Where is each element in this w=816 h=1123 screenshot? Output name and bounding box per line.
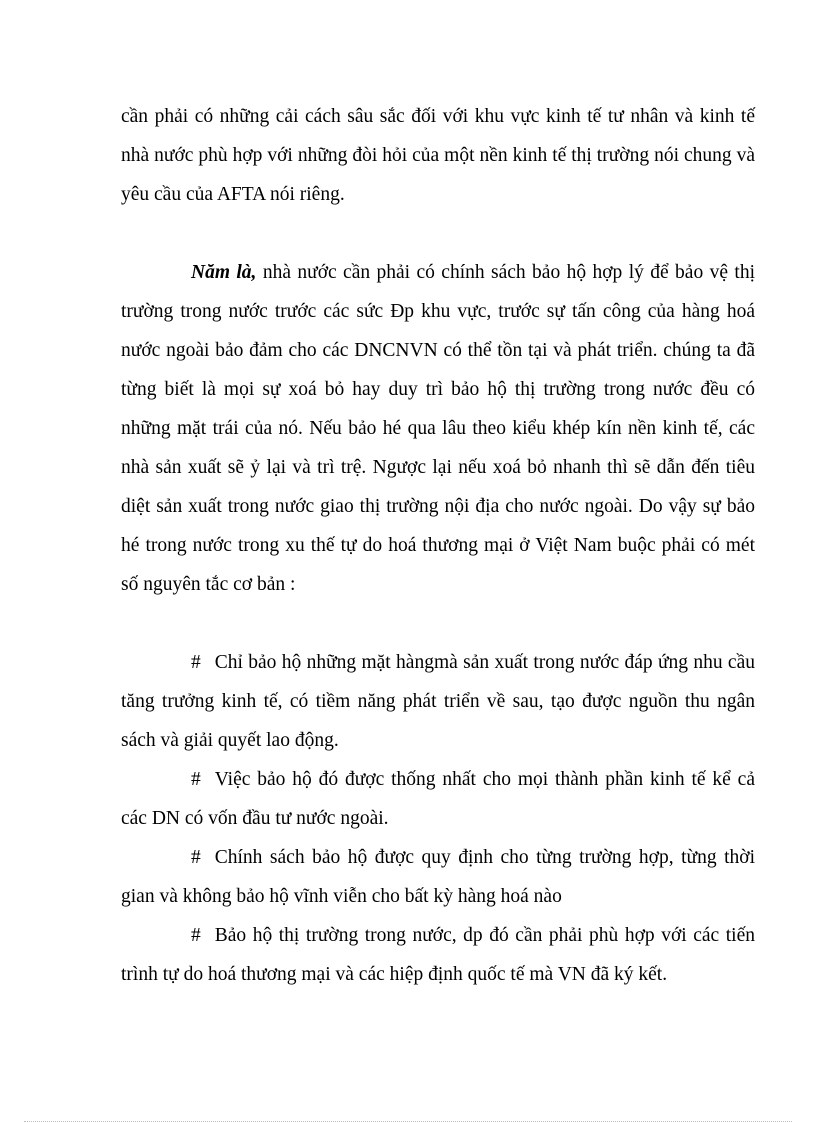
paragraph-text: nhà nước cần phải có chính sách bảo hộ hợp lý để bảo vệ thị trường trong nước trước các sức Ðp khu vực, trước sự tấn công của hàng hoá nước ngoài bảo đảm cho các DNCNVN có thể tồn tại và phát triển. chúng ta đã từng biết là mọi sự xoá bỏ hay duy trì bảo hộ thị trường trong nước đều có những mặt trái của nó. Nếu bảo hé qua lâu theo kiểu khép kín nền kinh tế, các nhà sản xuất sẽ ỷ lại và trì trệ. Ngược lại nếu xoá bỏ nhanh thì sẽ dẫn đến tiêu diệt sản xuất trong nước giao thị trường nội địa cho nước ngoài. Do vậy sự bảo hé trong nước trong xu thế tự do hoá thương mại ở Việt Nam buộc phải có mét số nguyên tắc cơ bản : (121, 262, 755, 595)
paragraph-fifth-point (121, 253, 755, 604)
page-bottom-rule (24, 1121, 792, 1122)
bullet-item (121, 760, 755, 838)
bullet-text: Chính sách bảo hộ được quy định cho từng trường hợp, từng thời gian và không bảo hộ vĩnh viễn cho bất kỳ hàng hoá nào (121, 847, 755, 907)
document-body (121, 97, 755, 994)
bullet-text: Việc bảo hộ đó được thống nhất cho mọi thành phần kinh tế kể cả các DN có vốn đầu tư nước ngoài. (121, 769, 755, 829)
paragraph-intro: cần phải có những cải cách sâu sắc đối với khu vực kinh tế tư nhân và kinh tế nhà nước phù hợp với những đòi hỏi của một nền kinh tế thị trường nói chung và yêu cầu của AFTA nói riêng. (121, 106, 755, 205)
bullet-marker: # (191, 652, 201, 673)
bullet-item (121, 838, 755, 916)
bullet-item (121, 643, 755, 760)
bullet-text: Chỉ bảo hộ những mặt hàngmà sản xuất trong nước đáp ứng nhu cầu tăng trưởng kinh tế, có tiềm năng phát triển về sau, tạo được nguồn thu ngân sách và giải quyết lao động. (121, 652, 755, 751)
bullet-marker: # (191, 847, 201, 868)
paragraph-lead: Năm là, (191, 262, 257, 283)
bullet-text: Bảo hộ thị trường trong nước, dp đó cần phải phù hợp với các tiến trình tự do hoá thương mại và các hiệp định quốc tế mà VN đã ký kết. (121, 925, 755, 985)
bullet-marker: # (191, 769, 201, 790)
bullet-marker: # (191, 925, 201, 946)
bullet-item (121, 916, 755, 994)
